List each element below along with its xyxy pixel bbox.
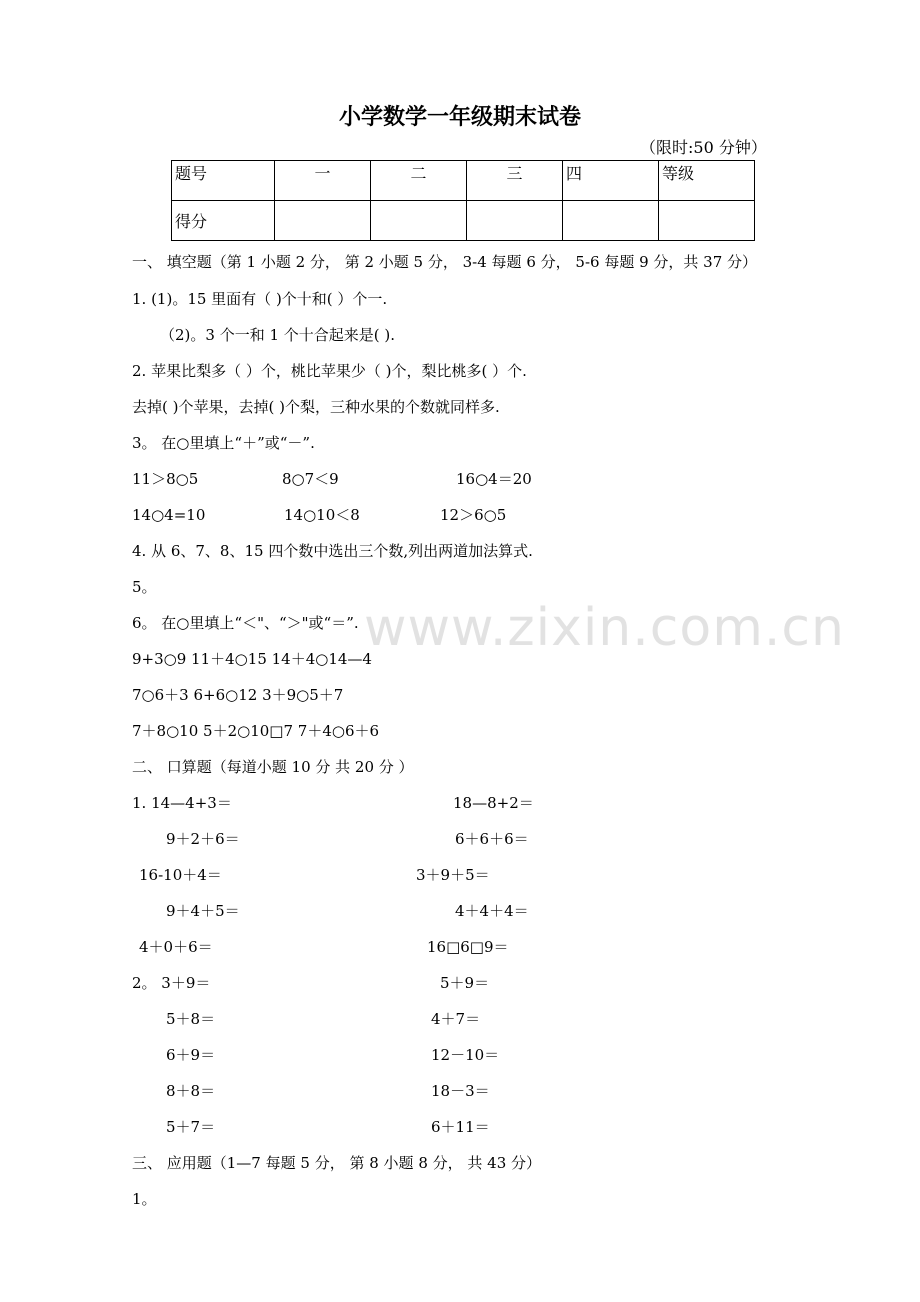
q3-item: 12＞6○5 [440,506,507,524]
score-table-cell: 得分 [172,201,275,241]
mental-math-item: 8＋8＝ [166,1082,216,1100]
question-6: 6。 在○里填上“＜"、“＞"或“＝”. [132,614,359,632]
mental-math-item: 16-10＋4＝ [139,866,222,884]
question-4: 4. 从 6、7、8、15 四个数中选出三个数,列出两道加法算式. [132,542,533,560]
score-table-score-row [172,201,755,241]
score-input-cell[interactable] [563,201,659,241]
mental-math-item: 5＋7＝ [166,1118,216,1136]
question-1b: （2)。3 个一和 1 个十合起来是( ). [160,326,396,344]
mental-math-item: 12－10＝ [431,1046,500,1064]
time-limit: （限时:50 分钟） [640,138,767,157]
q3-item: 8○7＜9 [282,470,339,488]
grade-input-cell[interactable] [659,201,755,241]
mental-math-item: 4＋0＋6＝ [139,938,213,956]
question-2a: 2. 苹果比梨多（ ）个，桃比苹果少（ )个，梨比桃多( ）个. [132,362,527,380]
mental-math-item: 9＋4＋5＝ [166,902,240,920]
mental-math-item: 5＋9＝ [440,974,490,992]
mental-math-item: 6＋11＝ [431,1118,490,1136]
application-question-1: 1。 [132,1190,157,1208]
score-table-cell: 等级 [659,161,755,201]
question-2b: 去掉( )个苹果，去掉( )个梨，三种水果的个数就同样多. [132,398,500,416]
mental-math-item: 4＋4＋4＝ [455,902,529,920]
question-1a: 1. (1)。15 里面有（ )个十和( ）个一. [132,290,388,308]
mental-math-item: 2。 3＋9＝ [132,974,211,992]
mental-math-item: 6＋9＝ [166,1046,216,1064]
score-input-cell[interactable] [275,201,371,241]
section2-heading: 二、 口算题（每道小题 10 分 共 20 分 ） [132,758,414,776]
score-input-cell[interactable] [467,201,563,241]
question-3: 3。 在○里填上“＋”或“－”. [132,434,315,452]
score-table-cell: 三 [467,161,563,201]
page-title: 小学数学一年级期末试卷 [338,105,581,130]
q6-line: 7○6＋3 6+6○12 3＋9○5＋7 [132,686,344,704]
watermark: www.zixin.com.cn [364,598,845,658]
mental-math-item: 6＋6＋6＝ [455,830,529,848]
score-table-cell: 四 [563,161,659,201]
mental-math-item: 18—8+2＝ [453,794,534,812]
score-input-cell[interactable] [371,201,467,241]
section1-heading: 一、 填空题（第 1 小题 2 分， 第 2 小题 5 分， 3-4 每题 6 分， 5-6 每题 9 分，共 37 分） [132,253,758,271]
score-table-cell: 一 [275,161,371,201]
mental-math-item: 5＋8＝ [166,1010,216,1028]
score-table [171,160,755,241]
mental-math-item: 3＋9＋5＝ [416,866,490,884]
section3-heading: 三、 应用题（1—7 每题 5 分， 第 8 小题 8 分， 共 43 分） [132,1154,542,1172]
score-table-header-row [172,161,755,201]
q3-item: 11＞8○5 [132,470,199,488]
mental-math-item: 9＋2＋6＝ [166,830,240,848]
score-table-cell: 二 [371,161,467,201]
q3-item: 14○10＜8 [284,506,360,524]
mental-math-item: 4＋7＝ [431,1010,481,1028]
score-table-cell: 题号 [172,161,275,201]
question-5: 5。 [132,578,157,596]
q3-item: 14○4=10 [132,506,206,524]
mental-math-item: 18－3＝ [431,1082,490,1100]
q3-item: 16○4＝20 [456,470,532,488]
mental-math-item: 16□6□9＝ [427,938,509,956]
q6-line: 9+3○9 11＋4○15 14＋4○14—4 [132,650,372,668]
q6-line: 7＋8○10 5＋2○10□7 7＋4○6＋6 [132,722,380,740]
mental-math-item: 1. 14—4+3＝ [132,794,232,812]
